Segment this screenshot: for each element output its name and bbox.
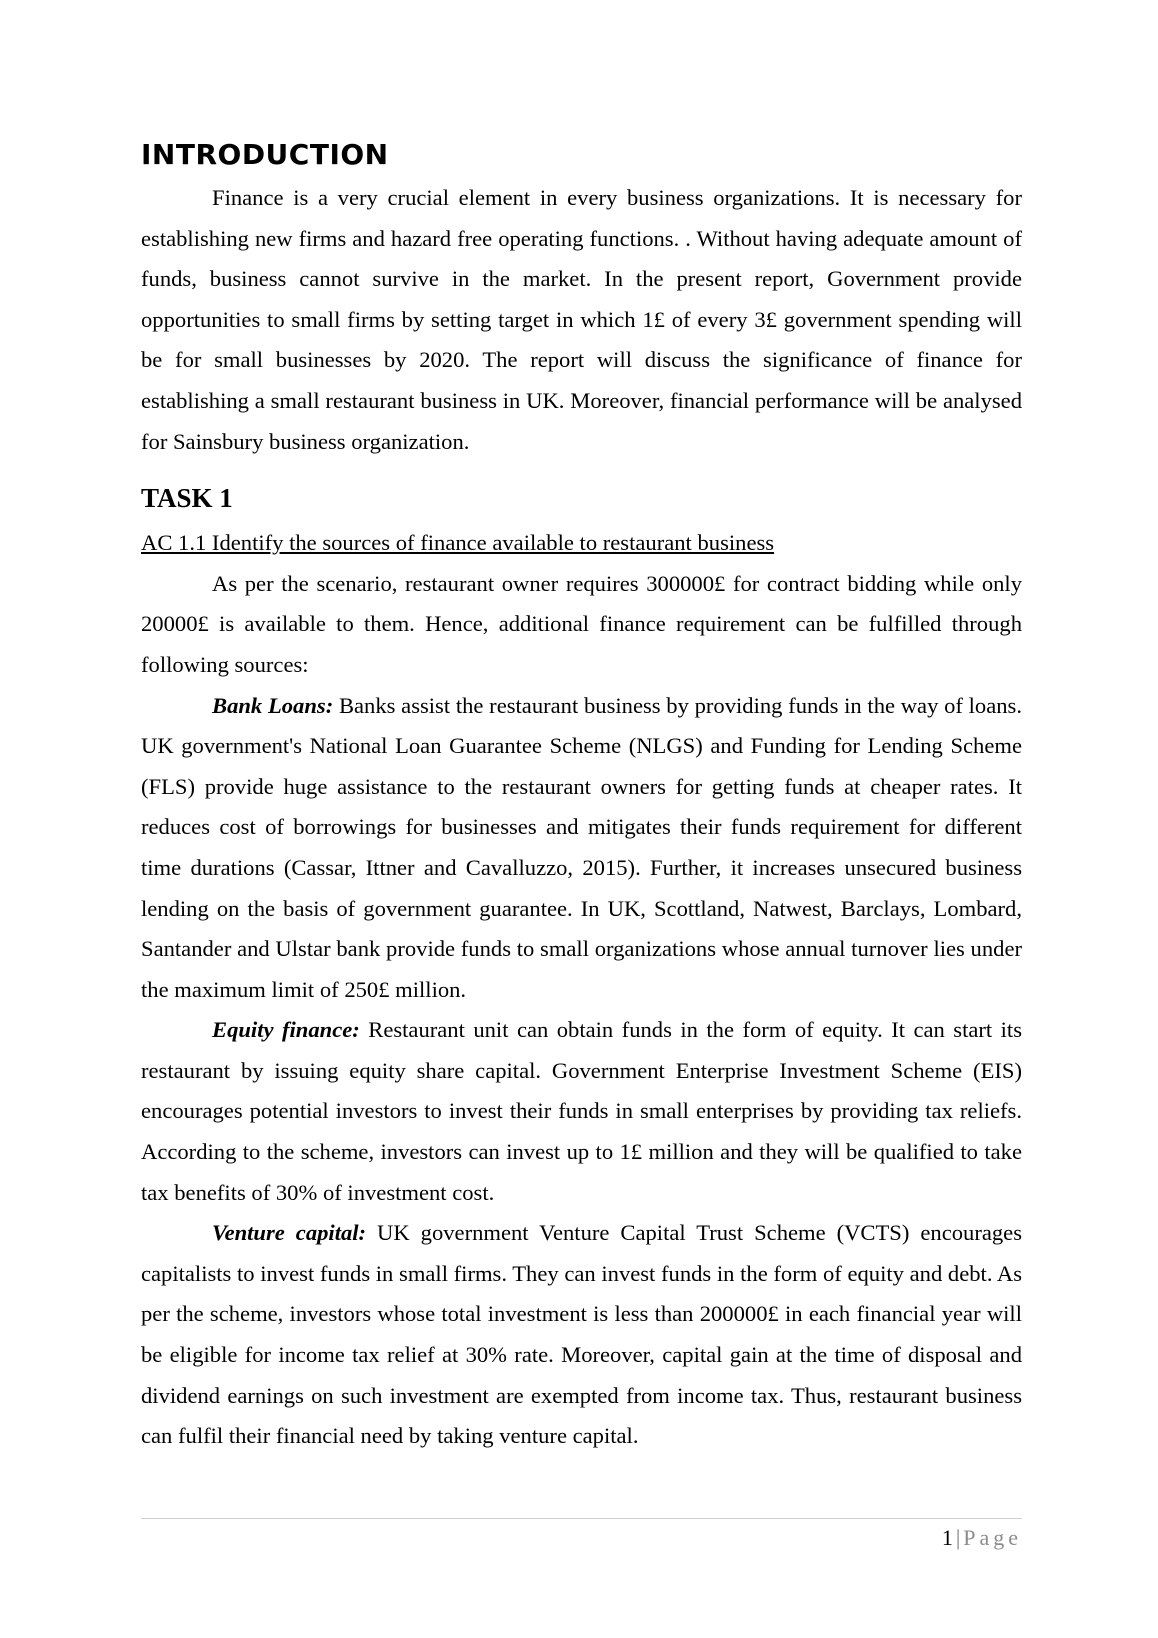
scenario-paragraph: As per the scenario, restaurant owner requires 300000£ for contract bidding while only 20000£ is available to them. Hence, additional finance requirement can be fulfilled through following sources:	[141, 570, 1022, 677]
page-label: Page	[963, 1525, 1022, 1550]
equity-finance-text: Restaurant unit can obtain funds in the form of equity. It can start its restaurant by issuing equity share capital. Government Enterprise Investment Scheme (EIS) encourages potential investors to invest their funds in small enterprises by providing tax reliefs. According to the scheme, investors can invest up to 1£ million and they will be qualified to take tax benefits of 30% of investment cost.	[141, 1017, 1022, 1205]
introduction-heading: INTRODUCTION	[141, 138, 389, 171]
bank-loans-text: Banks assist the restaurant business by providing funds in the way of loans. UK government's National Loan Guarantee Scheme (NLGS) and Funding for Lending Scheme (FLS) provide huge assistance to the restaurant owners for getting funds at cheaper rates. It reduces cost of borrowings for businesses and mitigates their funds requirement for different time durations (Cassar, Ittner and Cavalluzzo, 2015). Further, it increases unsecured business lending on the basis of government guarantee. In UK, Scottland, Natwest, Barclays, Lombard, Santander and Ulstar bank provide funds to small organizations whose annual turnover lies under the maximum limit of 250£ million.	[141, 692, 1022, 1002]
ac-1-1-heading: AC 1.1 Identify the sources of finance available to restaurant business	[141, 530, 775, 556]
introduction-paragraph: Finance is a very crucial element in every business organizations. It is necessary for establishing new firms and hazard free operating functions. . Without having adequate amount of funds, business cannot survive in the market. In the present report, Government provide opportunities to small firms by setting target in which 1£ of every 3£ government spending will be for small businesses by 2020. The report will discuss the significance of finance for establishing a small restaurant business in UK. Moreover, financial performance will be analysed for Sainsbury business organization.	[141, 185, 1022, 454]
equity-finance-paragraph	[141, 1010, 1022, 1213]
venture-capital-text: UK government Venture Capital Trust Scheme (VCTS) encourages capitalists to invest funds in small firms. They can invest funds in the form of equity and debt. As per the scheme, investors whose total investment is less than 200000£ in each financial year will be eligible for income tax relief at 30% rate. Moreover, capital gain at the time of disposal and dividend earnings on such investment are exempted from income tax. Thus, restaurant business can fulfil their financial need by taking venture capital.	[141, 1220, 1022, 1449]
venture-capital-label: Venture capital:	[212, 1220, 367, 1246]
task-1-heading: TASK 1	[141, 483, 233, 514]
venture-capital-paragraph	[141, 1213, 1022, 1457]
bank-loans-label: Bank Loans:	[212, 692, 334, 718]
bank-loans-paragraph	[141, 686, 1022, 1011]
page-number: 1	[941, 1525, 953, 1550]
page-footer	[141, 1522, 1022, 1554]
page-separator: |	[955, 1525, 961, 1550]
document-page	[141, 134, 1022, 1457]
footer-divider	[141, 1518, 1022, 1519]
equity-finance-label: Equity finance:	[212, 1017, 360, 1043]
